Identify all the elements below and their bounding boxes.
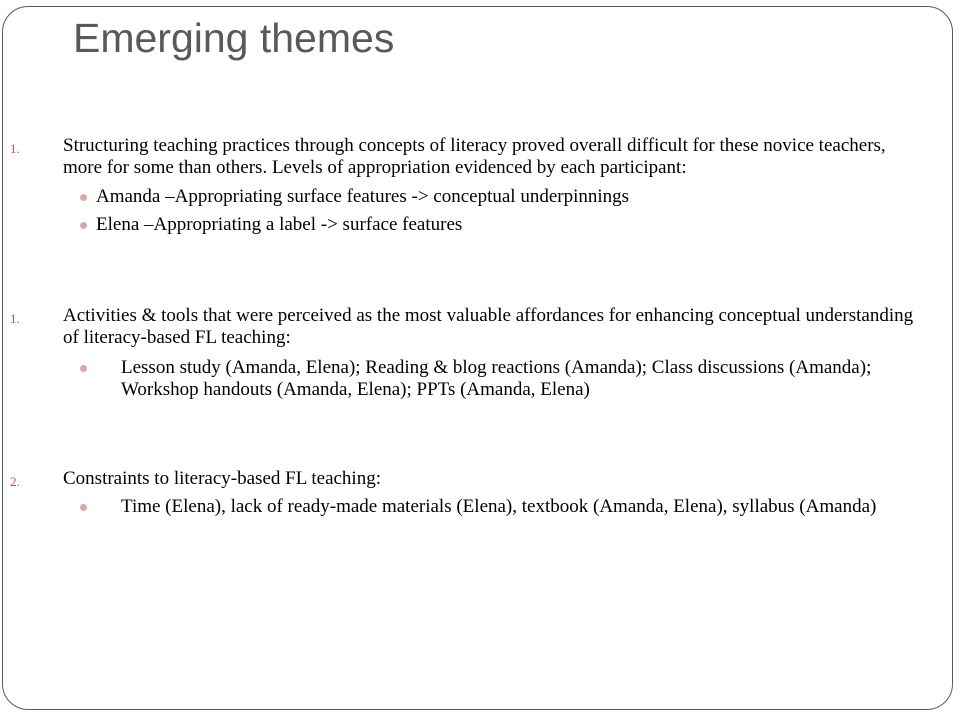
bullet-dot-icon: [80, 222, 87, 229]
slide-title: Emerging themes: [73, 15, 395, 61]
item-text: Activities & tools that were perceived as the most valuable affordances for enhancing conceptual understanding of literacy-based FL teaching:: [63, 305, 914, 348]
item-text: Structuring teaching practices through concepts of literacy proved overall difficult for these novice teachers, more for some than others. Levels of appropriation evidenced by each participant:: [63, 135, 886, 178]
sub-item-text: Amanda –Appropriating surface features -> conceptual underpinnings: [96, 186, 630, 207]
item-number: 1.: [10, 311, 20, 326]
sub-item-text: Time (Elena), lack of ready-made materials (Elena), textbook (Amanda, Elena), syllabus (Amanda): [121, 496, 877, 517]
bullet-dot-icon: [80, 365, 87, 372]
item-number: 2.: [10, 474, 20, 489]
bullet-dot-icon: [80, 194, 87, 201]
item-text: Constraints to literacy-based FL teaching:: [63, 468, 381, 489]
sub-item-text: Lesson study (Amanda, Elena); Reading & blog reactions (Amanda); Class discussions (Amanda); Workshop handouts (Amanda, Elena); PPTs (Amanda, Elena): [121, 357, 872, 400]
bullet-dot-icon: [80, 504, 87, 511]
item-number: 1.: [10, 141, 20, 156]
sub-item-text: Elena –Appropriating a label -> surface features: [96, 214, 463, 235]
